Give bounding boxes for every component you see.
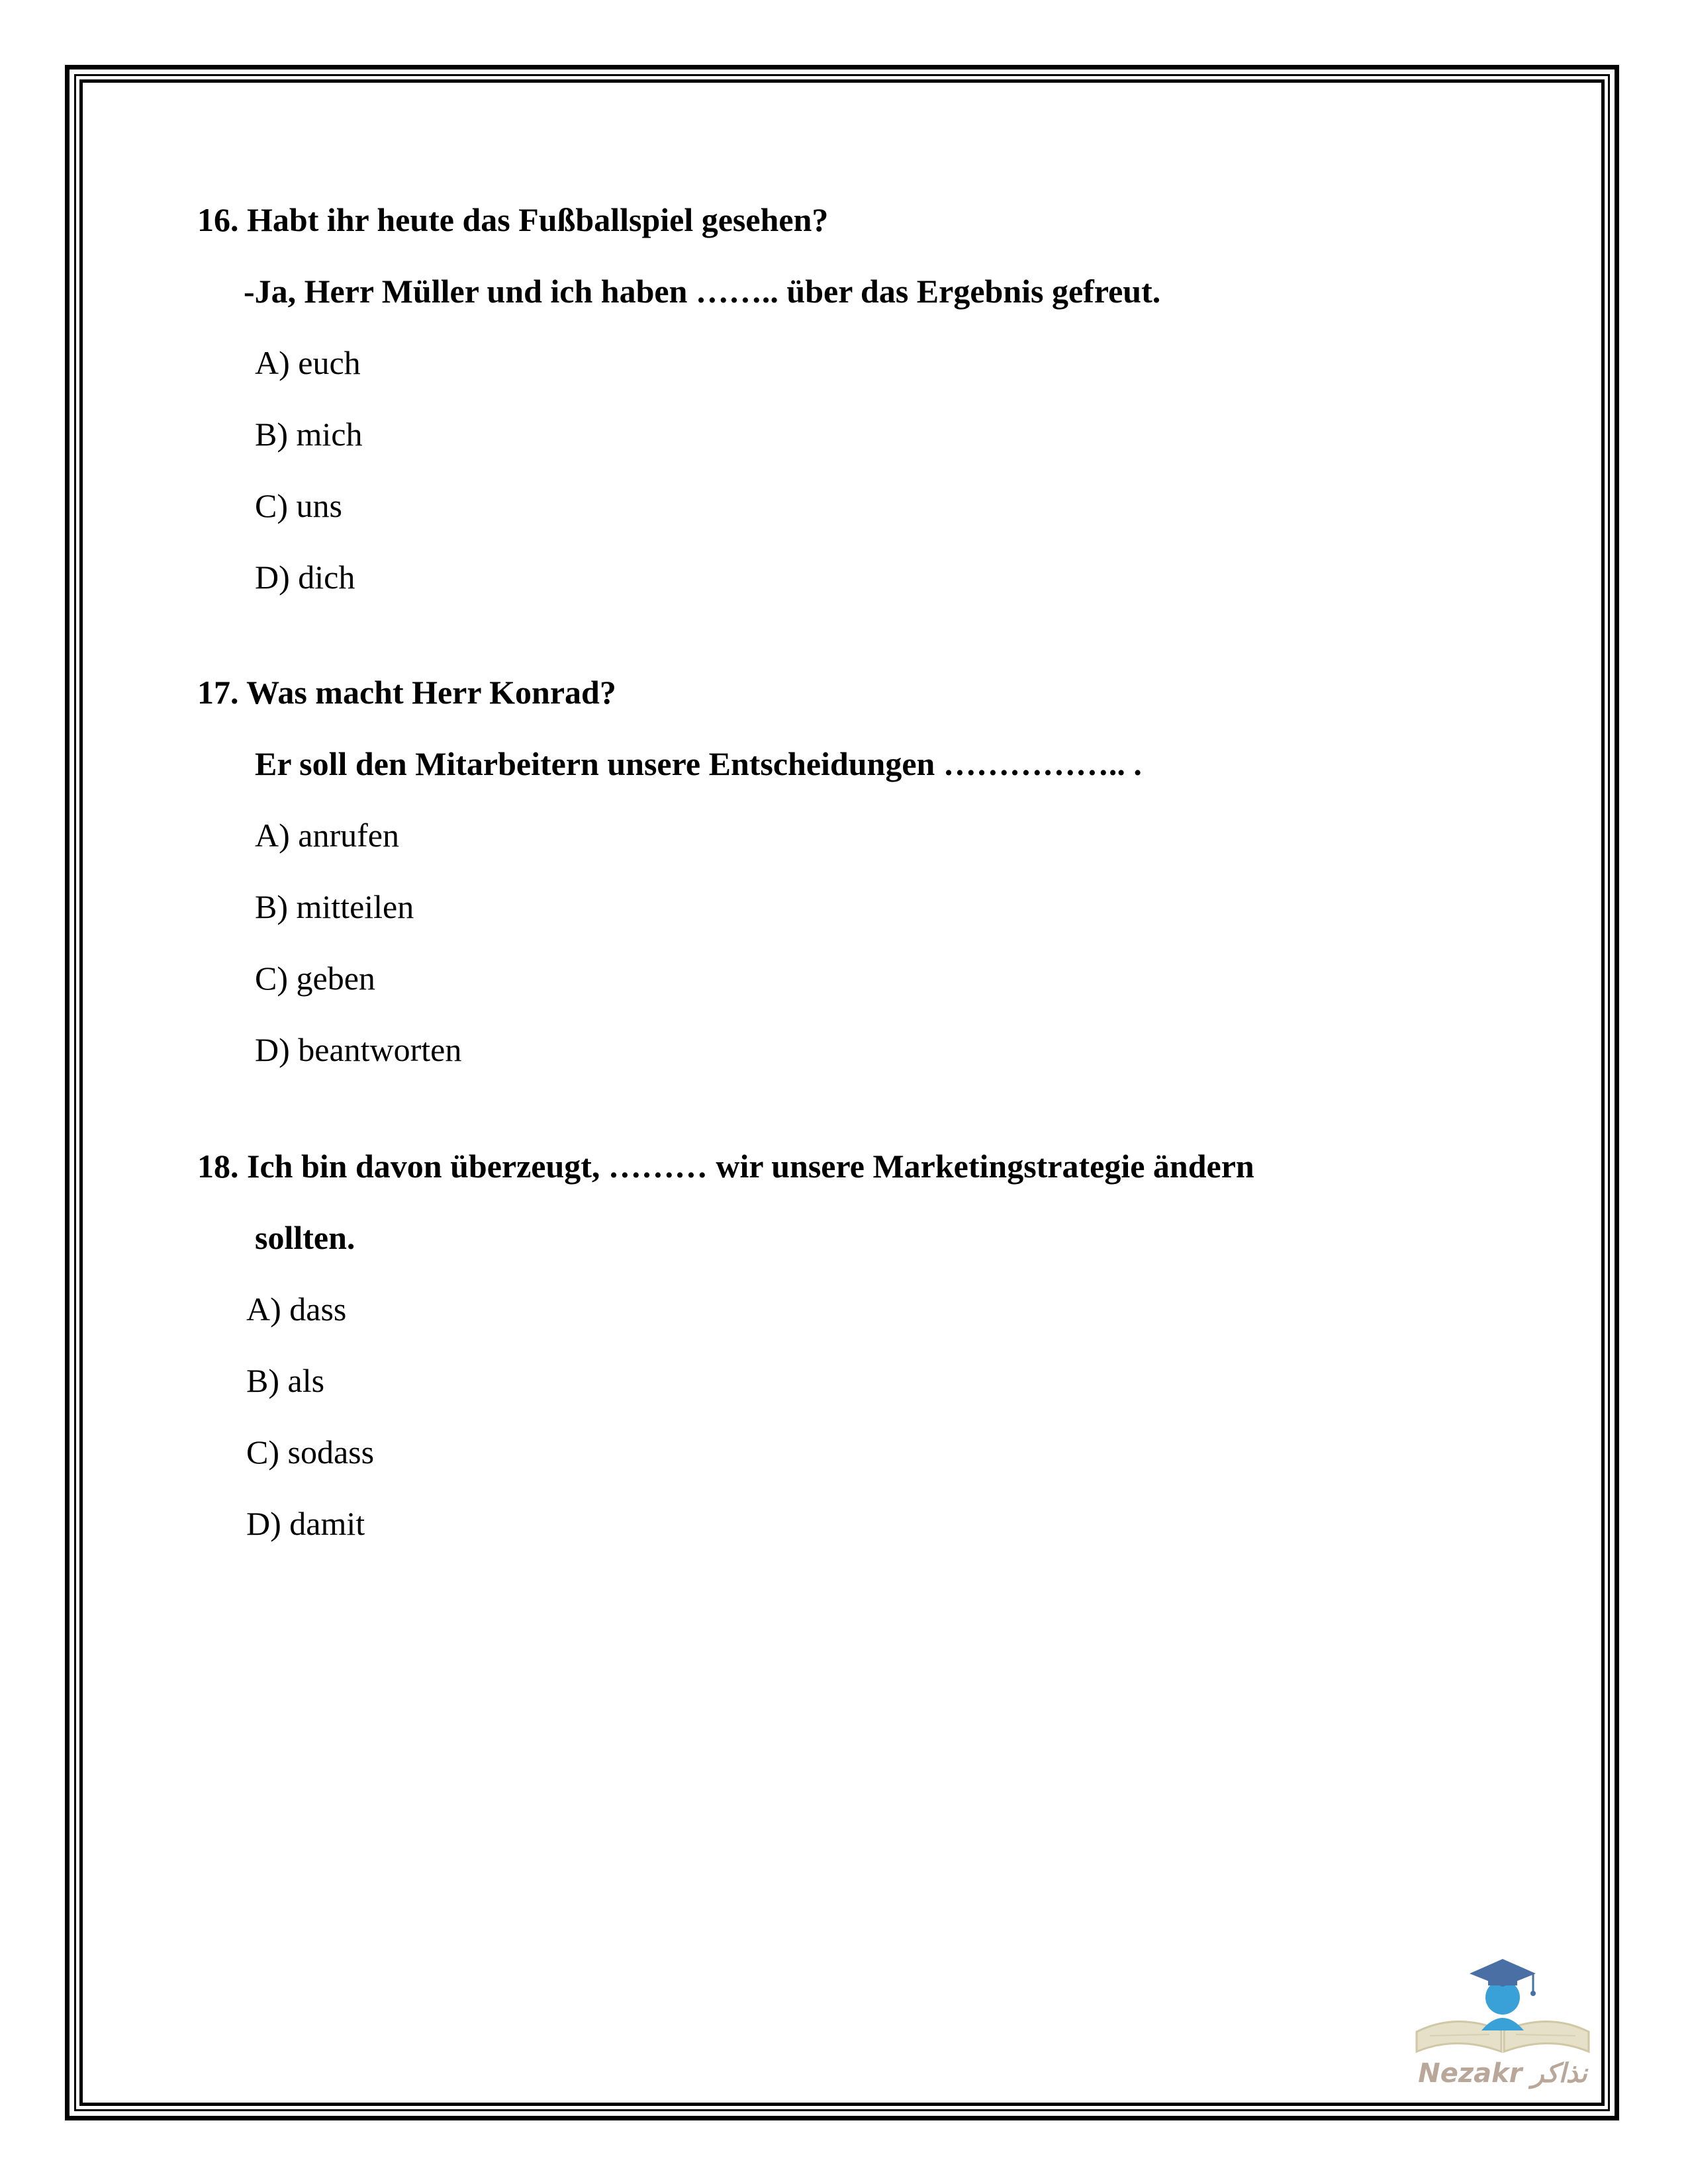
question-18-option-c: C) sodass [246,1433,375,1471]
question-18-title: 18. Ich bin davon überzeugt, ……… wir unsere Marketingstrategie ändern [197,1148,1254,1185]
question-18-option-d: D) damit [246,1505,365,1542]
question-16-option-c: C) uns [255,487,342,524]
question-16-option-a: A) euch [255,344,361,381]
question-18-option-a: A) dass [246,1291,347,1328]
question-16-sentence: -Ja, Herr Müller und ich haben …….. über das Ergebnis gefreut. [244,273,1161,310]
question-16-option-b: B) mich [255,416,363,453]
question-18-title-continued: sollten. [255,1219,355,1256]
question-16-option-d: D) dich [255,559,355,596]
page-border-inner [79,79,1605,2106]
graduate-book-icon [1403,1952,1602,2065]
question-17-option-a: A) anrufen [255,817,399,854]
question-17-title: 17. Was macht Herr Konrad? [197,674,616,711]
question-18-option-b: B) als [246,1362,325,1399]
question-17-sentence: Er soll den Mitarbeitern unsere Entscheidungen …………….. . [255,745,1142,782]
question-17-option-d: D) beantworten [255,1031,462,1068]
question-17-option-b: B) mitteilen [255,888,414,925]
question-17-option-c: C) geben [255,960,375,997]
logo-text: Nezakr نذاكر [1418,2058,1587,2089]
nezakr-logo [1403,1952,1602,2098]
question-16-title: 16. Habt ihr heute das Fußballspiel gesehen? [197,201,829,238]
